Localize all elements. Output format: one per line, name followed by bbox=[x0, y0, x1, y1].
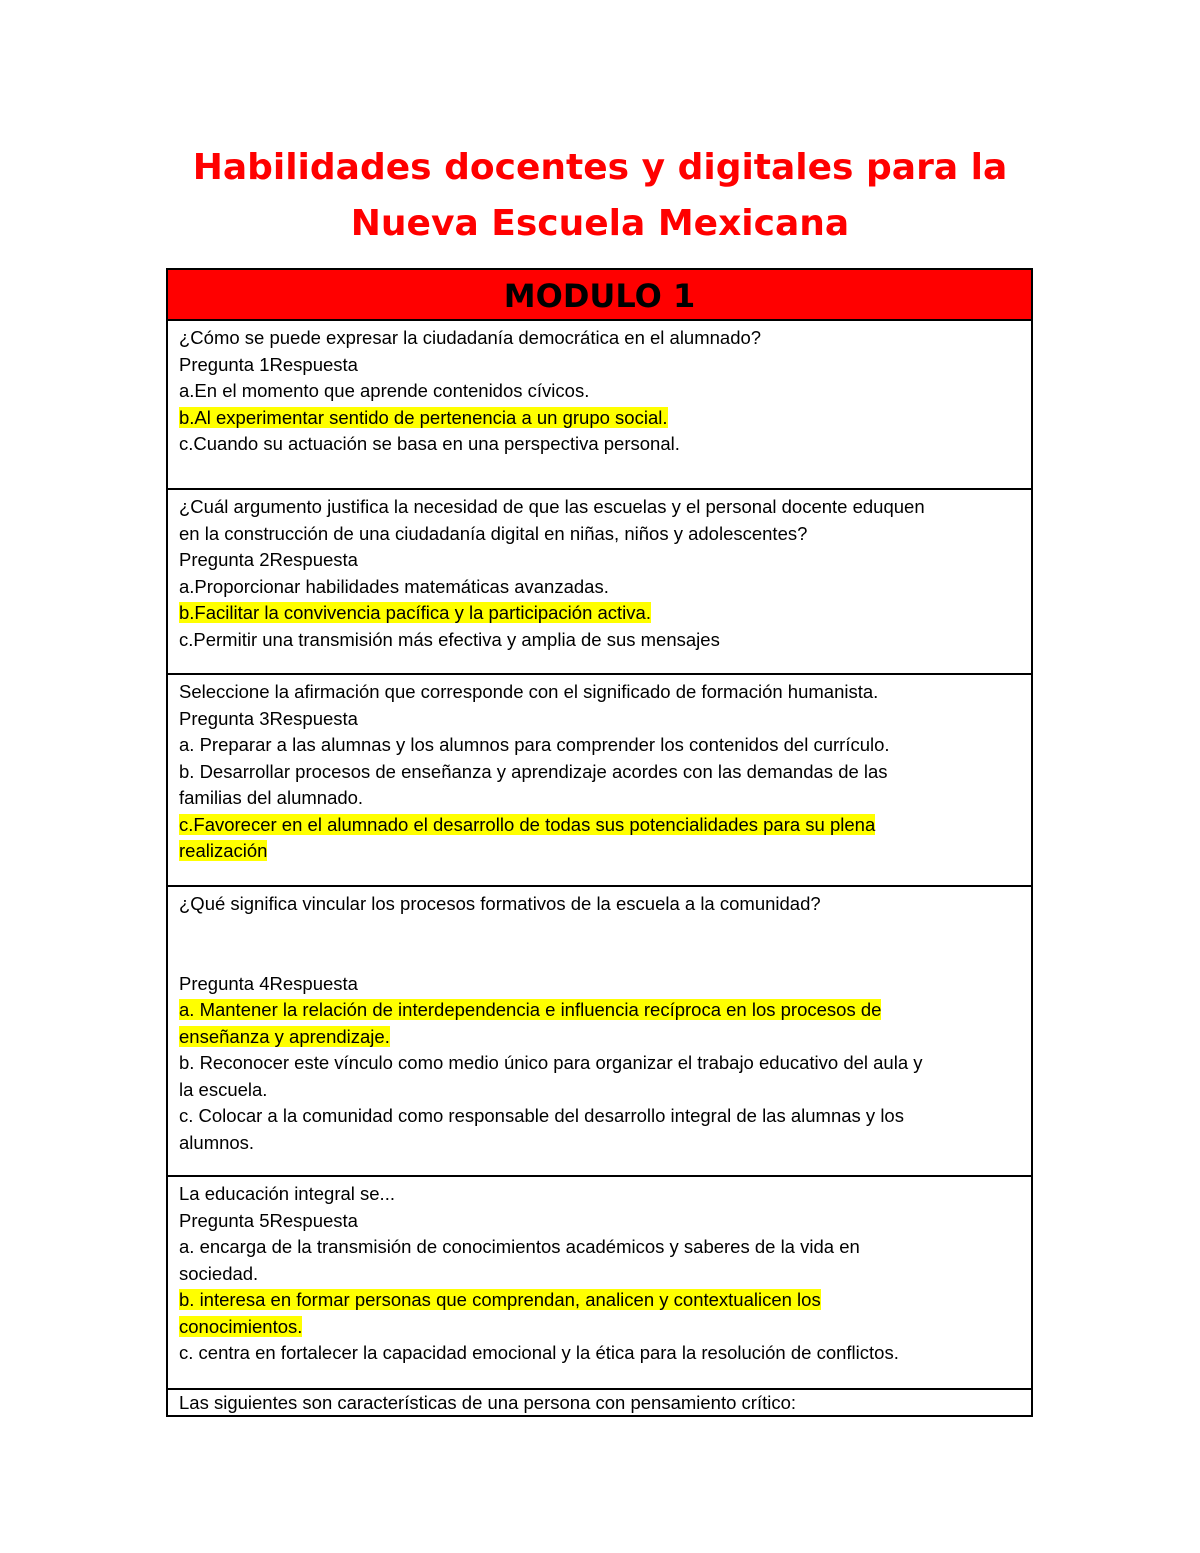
option-a-line-2: sociedad. bbox=[179, 1262, 259, 1284]
blank-space bbox=[179, 918, 1021, 971]
option-b-correct-highlighted-line-2: conocimientos. bbox=[179, 1315, 303, 1337]
question-cell-6 bbox=[168, 1390, 1031, 1415]
question-text-line-1: ¿Cuál argumento justifica la necesidad de que las escuelas y el personal docente eduquen bbox=[179, 496, 925, 517]
option-b-line-1: b. Reconocer este vínculo como medio único para organizar el trabajo educativo del aula y bbox=[179, 1052, 923, 1073]
question-text: La educación integral se... bbox=[179, 1183, 395, 1204]
question-cell-1 bbox=[168, 321, 1031, 490]
question-text: Las siguientes son características de una persona con pensamiento crítico: bbox=[179, 1392, 797, 1413]
question-text-line-2: en la construcción de una ciudadanía digital en niñas, niños y adolescentes? bbox=[179, 522, 808, 544]
option-b-correct-highlighted: b.Facilitar la convivencia pacífica y la participación activa. bbox=[179, 602, 651, 623]
question-label: Pregunta 1Respuesta bbox=[179, 353, 358, 375]
title-line-1: Habilidades docentes y digitales para la bbox=[192, 147, 1008, 188]
question-label: Pregunta 5Respuesta bbox=[179, 1209, 358, 1231]
option-a-line-1: a. encarga de la transmisión de conocimientos académicos y saberes de la vida en bbox=[179, 1236, 860, 1257]
question-text: ¿Cómo se puede expresar la ciudadanía democrática en el alumnado? bbox=[179, 327, 762, 348]
option-a: a.Proporcionar habilidades matemáticas avanzadas. bbox=[179, 575, 609, 597]
question-text: ¿Qué significa vincular los procesos formativos de la escuela a la comunidad? bbox=[179, 893, 821, 914]
option-a: a. Preparar a las alumnas y los alumnos para comprender los contenidos del currículo. bbox=[179, 734, 890, 755]
question-cell-5 bbox=[168, 1177, 1031, 1390]
option-b-line-2: la escuela. bbox=[179, 1078, 268, 1100]
question-cell-4 bbox=[168, 887, 1031, 1177]
document-title bbox=[0, 140, 1200, 252]
option-b-correct-highlighted-line-1: b. interesa en formar personas que comprendan, analicen y contextualicen los bbox=[179, 1289, 821, 1310]
option-b-line-1: b. Desarrollar procesos de enseñanza y aprendizaje acordes con las demandas de las bbox=[179, 760, 888, 782]
option-c-correct-highlighted-line-1: c.Favorecer en el alumnado el desarrollo de todas sus potencialidades para su plena bbox=[179, 813, 876, 835]
module-header: MODULO 1 bbox=[168, 270, 1031, 321]
option-a-correct-highlighted-line-2: enseñanza y aprendizaje. bbox=[179, 1025, 390, 1047]
option-c-correct-highlighted-line-2: realización bbox=[179, 840, 268, 861]
option-c-line-2: alumnos. bbox=[179, 1131, 255, 1153]
option-c: c.Permitir una transmisión más efectiva y amplia de sus mensajes bbox=[179, 628, 720, 650]
option-c: c.Cuando su actuación se basa en una perspectiva personal. bbox=[179, 433, 680, 454]
title-line-2: Nueva Escuela Mexicana bbox=[350, 203, 850, 244]
option-a-correct-highlighted-line-1: a. Mantener la relación de interdependencia e influencia recíproca en los procesos de bbox=[179, 999, 882, 1020]
option-a: a.En el momento que aprende contenidos cívicos. bbox=[179, 380, 590, 401]
question-label: Pregunta 3Respuesta bbox=[179, 707, 358, 729]
option-c-line-1: c. Colocar a la comunidad como responsable del desarrollo integral de las alumnas y los bbox=[179, 1105, 904, 1126]
option-c: c. centra en fortalecer la capacidad emocional y la ética para la resolución de conflictos. bbox=[179, 1342, 899, 1363]
question-label: Pregunta 4Respuesta bbox=[179, 972, 358, 994]
option-b-correct-highlighted: b.Al experimentar sentido de pertenencia a un grupo social. bbox=[179, 406, 668, 428]
option-b-line-2: familias del alumnado. bbox=[179, 787, 364, 808]
question-text: Seleccione la afirmación que corresponde con el significado de formación humanista. bbox=[179, 681, 879, 702]
question-cell-3 bbox=[168, 675, 1031, 887]
question-label: Pregunta 2Respuesta bbox=[179, 549, 358, 570]
module-table bbox=[166, 268, 1033, 1417]
question-cell-2 bbox=[168, 490, 1031, 675]
